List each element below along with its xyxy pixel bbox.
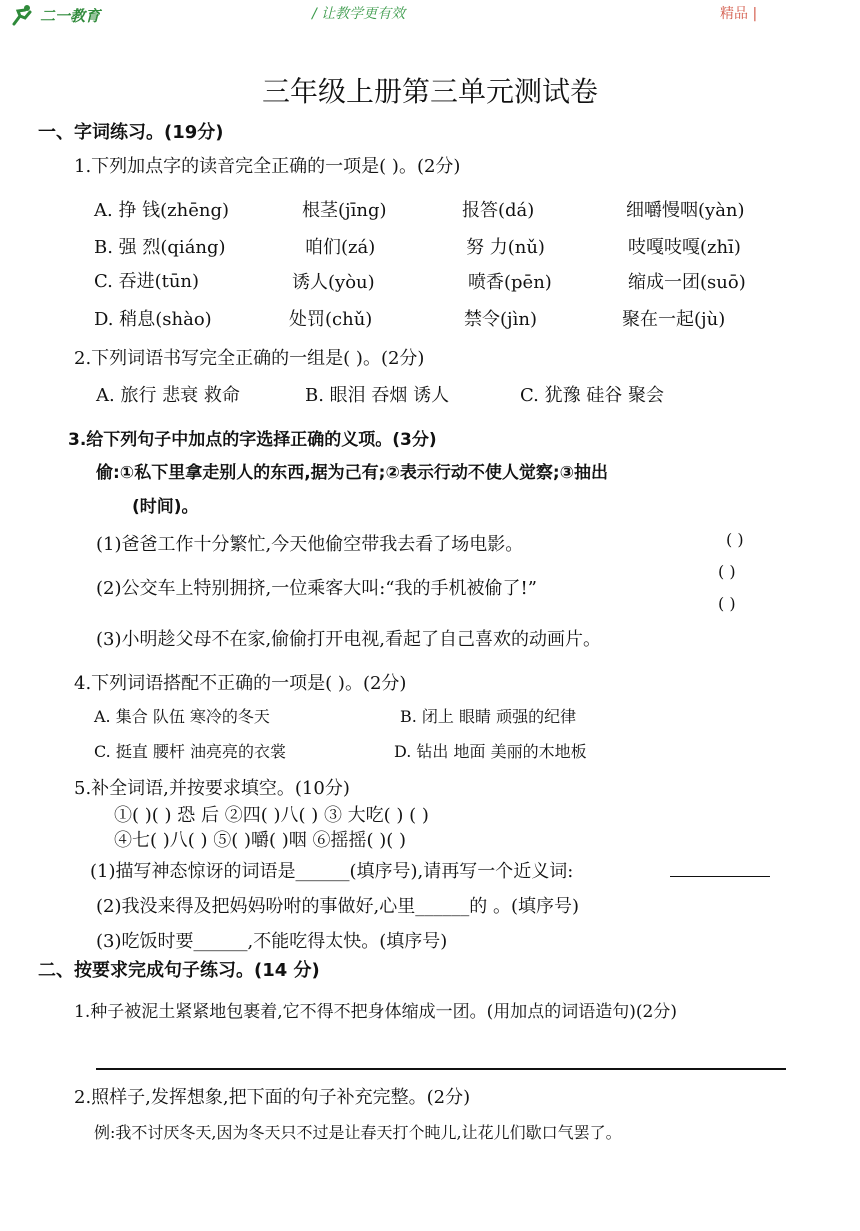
q3-definition-cont: (时间)。 [132,497,199,517]
q5-words-line2: ④七( )八( ) ⑤( )嚼( )咽 ⑥摇摇( )( ) [114,830,407,851]
q3-sentence-2: (2)公交车上特别拥挤,一位乘客大叫:“我的手机被偷了!” [96,578,537,599]
runner-logo-icon [10,4,36,26]
q3-answer-paren-1[interactable]: ( ) [726,530,744,549]
q5-sub3: (3)吃饭时要______,不能吃得太快。(填序号) [96,931,448,952]
q1-stem: 1.下列加点字的读音完全正确的一项是( )。(2分) [74,156,461,177]
q2-option-b: B. 眼泪 吞烟 诱人 [305,385,450,406]
q1-option: 咱们(zá) [305,237,376,258]
section1-heading: 一、字词练习。(19分) [38,122,224,143]
q1-option: D. 稍息(shào) [94,309,212,330]
q5-sub2: (2)我没来得及把妈妈吩咐的事做好,心里______的 。(填序号) [96,896,579,917]
q3-sentence-1: (1)爸爸工作十分繁忙,今天他偷空带我去看了场电影。 [96,534,524,555]
q1-option: 禁令(jìn) [464,309,537,330]
q1-option: 努 力(nǔ) [466,237,545,258]
s2-example: 例:我不讨厌冬天,因为冬天只不过是让春天打个盹儿,让花儿们歇口气罢了。 [94,1123,622,1142]
section2-heading: 二、按要求完成句子练习。(14 分) [38,960,320,981]
q1-option: 细嚼慢咽(yàn) [626,200,745,221]
q1-option: A. 挣 钱(zhēng) [94,200,230,221]
page-title: 三年级上册第三单元测试卷 [261,75,598,108]
q1-option: 诱人(yòu) [292,272,375,293]
q3-answer-paren-3[interactable]: ( ) [718,594,736,613]
q4-stem: 4.下列词语搭配不正确的一项是( )。(2分) [74,673,407,694]
q4-option-c: C. 挺直 腰杆 油亮亮的衣裳 [94,742,287,761]
q1-option: 处罚(chǔ) [289,309,373,330]
q1-option: 喷香(pēn) [468,272,552,293]
q2-option-a: A. 旅行 悲衰 救命 [96,385,240,406]
q3-definition: 偷:①私下里拿走别人的东西,据为己有;②表示行动不使人觉察;③抽出 [96,463,609,483]
q4-option-a: A. 集合 队伍 寒冷的冬天 [94,707,270,726]
q1-option: 根茎(jīng) [302,200,387,221]
header-slogan: / 让教学更有效 [312,6,406,22]
s2-q1: 1.种子被泥土紧紧地包裹着,它不得不把身体缩成一团。(用加点的词语造句)(2分) [74,1002,677,1022]
logo-text: 二一教育 [40,6,101,25]
q1-option: 聚在一起(jù) [622,309,726,330]
q1-option: B. 强 烈(qiáng) [94,237,226,258]
logo [10,4,100,26]
q1-option: C. 吞进(tūn) [94,271,200,292]
s2-q1-answer-line[interactable] [96,1068,786,1070]
q2-stem: 2.下列词语书写完全正确的一组是( )。(2分) [74,348,425,369]
q5-sub1: (1)描写神态惊讶的词语是______(填序号),请再写一个近义词: [90,861,574,882]
q3-answer-paren-2[interactable]: ( ) [718,562,736,581]
q5-words-line1: ①( )( ) 恐 后 ②四( )八( ) ③ 大吃( ) ( ) [114,805,429,826]
s2-q2: 2.照样子,发挥想象,把下面的句子补充完整。(2分) [74,1087,471,1108]
q1-option: 缩成一团(suō) [628,272,746,293]
q2-option-c: C. 犹豫 硅谷 聚会 [520,385,665,406]
q1-option: 吱嘎吱嘎(zhī) [628,237,741,258]
q5-sub1-answer-line[interactable] [670,876,770,877]
q3-sentence-3: (3)小明趁父母不在家,偷偷打开电视,看起了自己喜欢的动画片。 [96,629,601,650]
q4-option-b: B. 闭上 眼睛 顽强的纪律 [400,707,577,726]
q4-option-d: D. 钻出 地面 美丽的木地板 [394,742,587,761]
header-jingpin: 精品 | [720,6,758,22]
q5-stem: 5.补全词语,并按要求填空。(10分) [74,778,350,799]
q1-option: 报答(dá) [462,200,535,221]
q3-stem: 3.给下列句子中加点的字选择正确的义项。(3分) [68,430,437,450]
